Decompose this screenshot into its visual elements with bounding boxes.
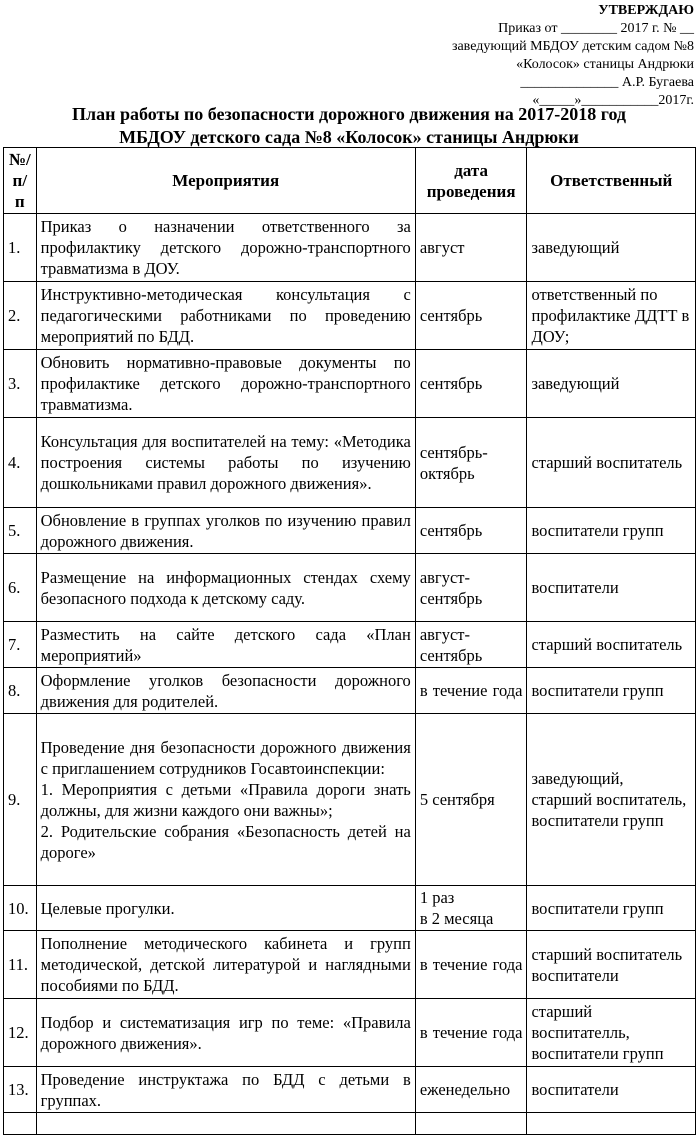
row-event: Инструктивно-методическая консультация с педагогическими работниками по проведению мероприятий по БДД. — [36, 282, 415, 350]
row-date: 1 раз в 2 месяца — [415, 886, 527, 931]
table-row — [4, 554, 696, 622]
row-responsible: старший воспитатель — [527, 418, 696, 508]
row-responsible: воспитатели — [527, 554, 696, 622]
row-date: август-сентябрь — [415, 622, 527, 668]
row-responsible: заведующий, старший воспитатель, воспитатели групп — [527, 714, 696, 886]
approval-title: УТВЕРЖДАЮ — [598, 3, 694, 18]
table-row — [4, 714, 696, 886]
empty-cell — [36, 1113, 415, 1135]
header-responsible: Ответственный — [527, 148, 696, 214]
row-responsible: воспитатели групп — [527, 508, 696, 554]
table-row — [4, 508, 696, 554]
row-number: 2. — [4, 282, 37, 350]
row-event: Пополнение методического кабинета и групп методической, детской литературой и наглядными пособиями по БДД. — [36, 931, 415, 999]
table-row — [4, 282, 696, 350]
row-date: еженедельно — [415, 1067, 527, 1113]
table-row — [4, 622, 696, 668]
table-header-row — [4, 148, 696, 214]
document-title-line-1: План работы по безопасности дорожного движения на 2017-2018 год — [71, 104, 627, 124]
approval-signature-line: ______________ А.Р. Бугаева — [520, 75, 694, 90]
approval-position-line: заведующий МБДОУ детским садом №8 — [451, 39, 694, 54]
row-date: в течение года — [415, 999, 527, 1067]
row-date: сентябрь — [415, 282, 527, 350]
row-date: в течение года — [415, 931, 527, 999]
header-date: дата проведения — [415, 148, 527, 214]
row-date: сентябрь-октябрь — [415, 418, 527, 508]
row-date: 5 сентября — [415, 714, 527, 886]
row-event-item-2: 2. Родительские собрания «Безопасность детей на дороге» — [40, 821, 411, 862]
row-date: сентябрь — [415, 508, 527, 554]
row-responsible: заведующий — [527, 350, 696, 418]
row-event: Обновить нормативно-правовые документы по профилактике детского дорожно-транспортного травматизма. — [36, 350, 415, 418]
row-responsible: ответственный по профилактике ДДТТ в ДОУ; — [527, 282, 696, 350]
row-responsible: воспитатели групп — [527, 886, 696, 931]
approval-date-line: «_____»___________2017г. — [532, 93, 694, 108]
row-responsible: старший воспитателль, воспитатели групп — [527, 999, 696, 1067]
empty-cell — [527, 1113, 696, 1135]
table-row — [4, 418, 696, 508]
document-title-line-2: МБДОУ детского сада №8 «Колосок» станицы Андрюки — [119, 127, 579, 147]
row-number: 12. — [4, 999, 37, 1067]
table-row — [4, 214, 696, 282]
document-title — [0, 103, 698, 149]
row-event: Размещение на информационных стендах схему безопасного подхода к детскому саду. — [36, 554, 415, 622]
table-row — [4, 931, 696, 999]
row-event: Разместить на сайте детского сада «План мероприятий» — [36, 622, 415, 668]
row-number: 8. — [4, 668, 37, 714]
row-responsible: воспитатели групп — [527, 668, 696, 714]
row-event: Подбор и систематизация игр по теме: «Правила дорожного движения». — [36, 999, 415, 1067]
approval-institution-line: «Колосок» станицы Андрюки — [516, 57, 694, 72]
empty-cell — [4, 1113, 37, 1135]
row-number: 6. — [4, 554, 37, 622]
row-number: 13. — [4, 1067, 37, 1113]
row-number: 5. — [4, 508, 37, 554]
table-row-empty — [4, 1113, 696, 1135]
row-number: 3. — [4, 350, 37, 418]
row-event: Целевые прогулки. — [36, 886, 415, 931]
row-event-intro: Проведение дня безопасности дорожного движения с приглашением сотрудников Госавтоинспекции: — [40, 737, 411, 778]
table-row — [4, 350, 696, 418]
table-row — [4, 1067, 696, 1113]
header-event: Мероприятия — [36, 148, 415, 214]
row-event: Консультация для воспитателей на тему: «Методика построения системы работы по изучению дошкольниками правил дорожного движения». — [36, 418, 415, 508]
approval-order-line: Приказ от ________ 2017 г. № __ — [498, 21, 694, 36]
row-date: сентябрь — [415, 350, 527, 418]
row-event-item-1: 1. Мероприятия с детьми «Правила дороги знать должны, для жизни каждого они важны»; — [40, 779, 411, 820]
row-date: август-сентябрь — [415, 554, 527, 622]
row-number: 10. — [4, 886, 37, 931]
table-row — [4, 668, 696, 714]
row-event: Оформление уголков безопасности дорожного движения для родителей. — [36, 668, 415, 714]
row-number: 1. — [4, 214, 37, 282]
row-number: 4. — [4, 418, 37, 508]
row-number: 7. — [4, 622, 37, 668]
row-number: 11. — [4, 931, 37, 999]
table-row — [4, 886, 696, 931]
row-event: Приказ о назначении ответственного за профилактику детского дорожно-транспортного травматизма в ДОУ. — [36, 214, 415, 282]
row-responsible: заведующий — [527, 214, 696, 282]
approval-block — [374, 2, 694, 110]
row-responsible: старший воспитатель — [527, 622, 696, 668]
row-responsible: старший воспитатель воспитатели — [527, 931, 696, 999]
empty-cell — [415, 1113, 527, 1135]
row-date: в течение года — [415, 668, 527, 714]
row-event: Обновление в группах уголков по изучению правил дорожного движения. — [36, 508, 415, 554]
row-event: Проведение инструктажа по БДД с детьми в группах. — [36, 1067, 415, 1113]
table-row — [4, 999, 696, 1067]
row-responsible: воспитатели — [527, 1067, 696, 1113]
header-number: №/ п/п — [4, 148, 37, 214]
row-number: 9. — [4, 714, 37, 886]
row-date: август — [415, 214, 527, 282]
plan-table — [3, 147, 696, 1135]
row-event — [36, 714, 415, 886]
